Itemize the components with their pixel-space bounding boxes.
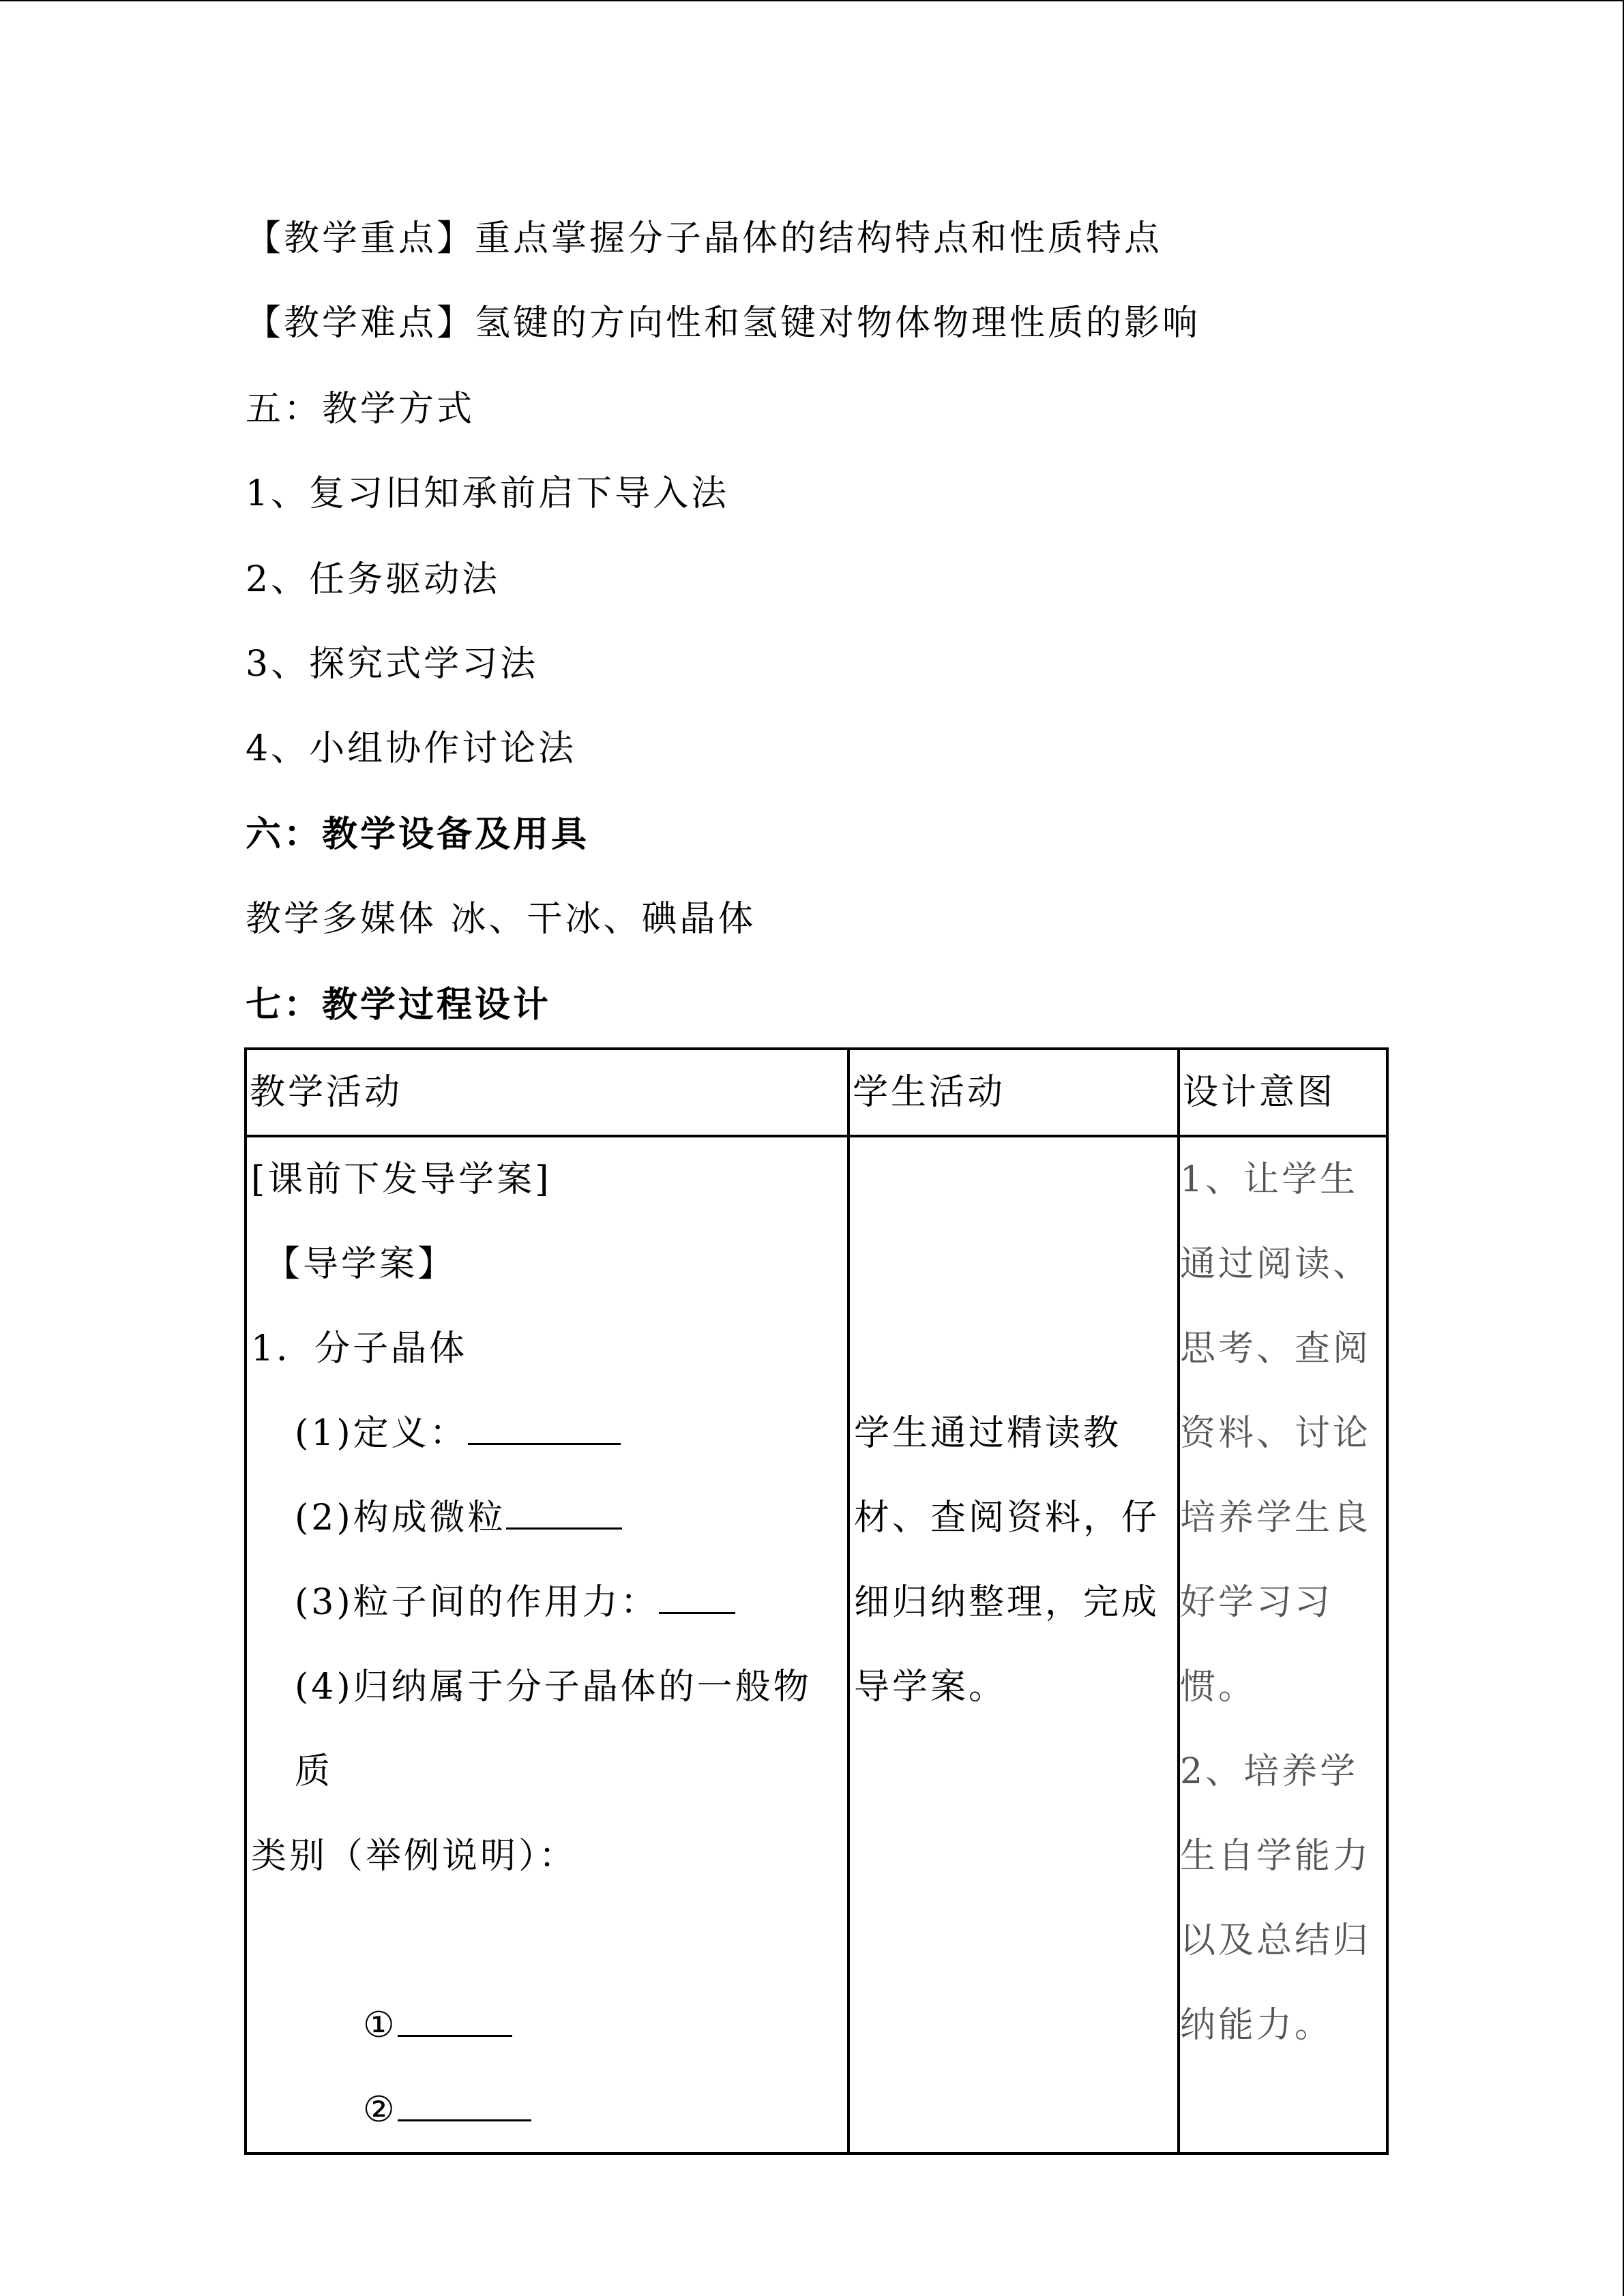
blank-line (398, 2087, 531, 2121)
pre-class-note: [课前下发导学案] (251, 1159, 552, 1200)
intent-line: 培养学生良 (1180, 1497, 1372, 1538)
student-line: 学生通过精读教 (854, 1413, 1122, 1454)
teaching-difficulty: 【教学难点】氢键的方向性和氢键对物体物理性质的影响 (246, 303, 1201, 344)
method-4: 4、小组协作讨论法 (246, 728, 577, 769)
intent-line: 纳能力。 (1180, 2005, 1333, 2046)
method-3: 3、探究式学习法 (246, 644, 539, 685)
item-molecular-crystal: 1．分子晶体 (251, 1328, 468, 1369)
header-design-intent (1179, 1049, 1387, 1136)
intent-line: 思考、查阅 (1180, 1328, 1372, 1369)
method-1: 1、复习旧知承前启下导入法 (246, 473, 730, 514)
header-label: 设计意图 (1183, 1072, 1336, 1113)
answer-1 (251, 1983, 847, 2068)
teaching-activity-cell (246, 1136, 848, 2153)
student-line: 导学案。 (854, 1667, 1007, 1708)
intent-line: 2、培养学 (1180, 1751, 1359, 1792)
intent-line: 惯。 (1180, 1667, 1257, 1708)
table-row (246, 1136, 1387, 2153)
equipment-text: 教学多媒体 冰、干冰、碘晶体 (246, 899, 756, 940)
section-5-heading: 五：教学方式 (246, 389, 475, 430)
method-2: 2、任务驱动法 (246, 559, 501, 600)
circled-2: ② (363, 2089, 398, 2130)
intent-line: 生自学能力 (1180, 1836, 1372, 1877)
blank-line (506, 1495, 622, 1530)
force-line (251, 1560, 847, 1645)
teaching-process-table (244, 1047, 1389, 2155)
definition-label: (1)定义： (295, 1413, 468, 1454)
particle-line (251, 1476, 847, 1560)
header-student-activity (848, 1049, 1179, 1136)
blank-line (659, 1579, 735, 1614)
intent-line: 好学习习 (1180, 1582, 1333, 1623)
blank-line (468, 1410, 621, 1445)
guide-heading: 【导学案】 (265, 1244, 456, 1285)
particle-label: (2)构成微粒 (295, 1497, 506, 1538)
section-7-heading: 七：教学过程设计 (246, 984, 552, 1026)
category-line: (4)归纳属于分子晶体的一般物质 (295, 1667, 812, 1792)
header-label: 教学活动 (250, 1072, 403, 1113)
definition-line (251, 1391, 847, 1476)
section-6-heading: 六：教学设备及用具 (246, 814, 590, 855)
design-intent-cell (1179, 1136, 1387, 2153)
answer-2 (251, 2068, 847, 2152)
student-line: 细归纳整理，完成 (854, 1582, 1160, 1623)
teaching-focus: 【教学重点】重点掌握分子晶体的结构特点和性质特点 (246, 218, 1163, 259)
intent-line: 通过阅读、 (1180, 1244, 1372, 1285)
intent-line: 以及总结归 (1180, 1920, 1372, 1961)
circled-1: ① (363, 2005, 398, 2046)
intent-line: 1、让学生 (1180, 1159, 1359, 1200)
blank-line (398, 2002, 512, 2037)
student-line: 材、查阅资料，仔 (854, 1497, 1160, 1538)
force-label: (3)粒子间的作用力： (295, 1582, 659, 1623)
header-label: 学生活动 (853, 1072, 1006, 1113)
table-header-row (246, 1049, 1387, 1136)
student-activity-cell (848, 1136, 1179, 2153)
category-line-cont: 类别（举例说明）： (251, 1836, 578, 1877)
spacer (251, 1898, 847, 1983)
intent-line: 资料、讨论 (1180, 1413, 1372, 1454)
header-teaching-activity (246, 1049, 848, 1136)
